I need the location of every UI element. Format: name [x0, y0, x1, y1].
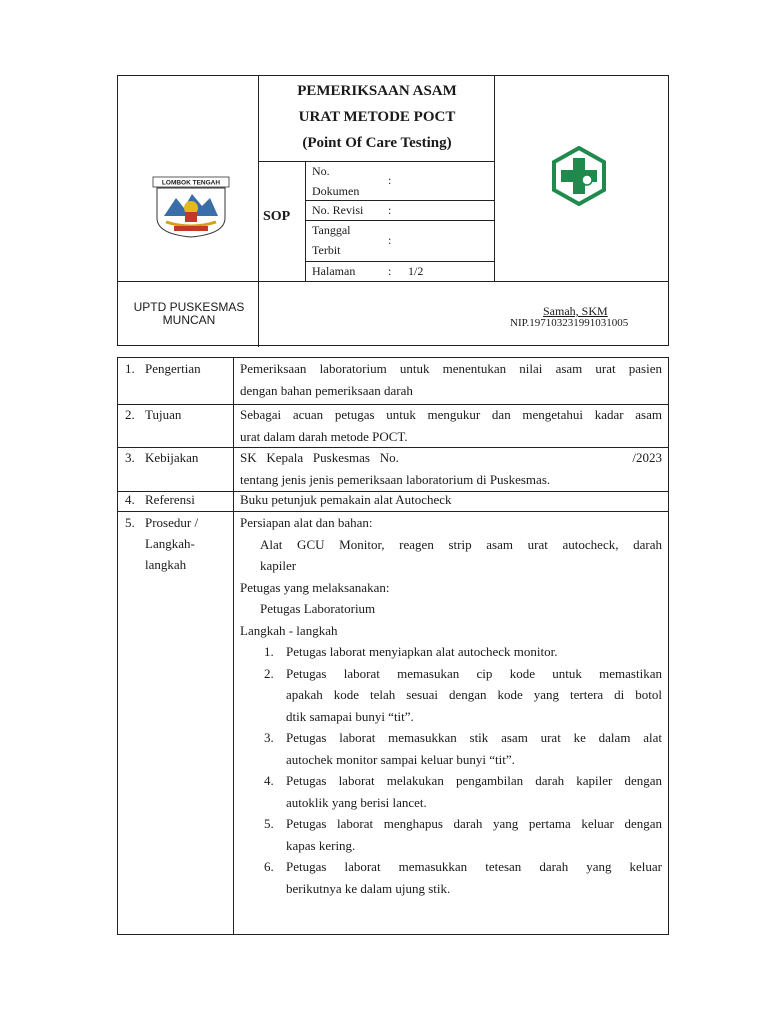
- sop-label: SOP: [263, 209, 291, 224]
- text-line: Sebagai acuan petugas untuk mengukur dan mengetahui kadar asam: [240, 407, 662, 422]
- petugas-heading: Petugas yang melaksanakan:: [240, 579, 390, 595]
- langkah-heading: Langkah - langkah: [240, 622, 338, 638]
- step-number: 3.: [264, 730, 274, 745]
- document-title: [260, 78, 494, 156]
- svg-text:LOMBOK TENGAH: LOMBOK TENGAH: [161, 179, 221, 187]
- organization-name: [120, 301, 258, 327]
- divider: [494, 76, 495, 281]
- step-number: 4.: [264, 773, 274, 788]
- text-line: autoklik yang berisi lancet.: [286, 794, 427, 810]
- row-label-tujuan: Tujuan: [145, 407, 182, 422]
- text-line: Petugas laborat memasukan cip kode untuk memastikan: [286, 665, 662, 681]
- sk-year: /2023: [632, 450, 662, 465]
- divider: [118, 281, 668, 282]
- sk-text: SK Kepala Puskesmas No.: [240, 450, 399, 465]
- meta-label: No. Revisi: [312, 203, 364, 217]
- step-item: [240, 727, 662, 770]
- text-line: Pemeriksaan laboratorium untuk menentukan nilai asam urat pasien: [240, 361, 662, 376]
- row-content-tujuan: [240, 404, 662, 447]
- step-item: [240, 641, 662, 663]
- text-line: Petugas laborat menghapus darah yang pertama keluar dengan: [286, 816, 662, 831]
- org-line: UPTD PUSKESMAS: [133, 300, 245, 314]
- row-number: 1.: [125, 361, 135, 376]
- document-header: [117, 75, 669, 346]
- text-line: Petugas laborat menyiapkan alat autocheck monitor.: [286, 644, 558, 659]
- row-number: 2.: [125, 407, 135, 422]
- text-line: dtik samapai bunyi “tit”.: [286, 708, 414, 724]
- title-line: URAT METODE POCT: [298, 109, 456, 125]
- meta-label-line: Tanggal: [312, 223, 351, 237]
- text-line: berikutnya ke dalam ujung stik.: [286, 880, 451, 896]
- text-line: Petugas laborat memasukkan stik asam urat ke dalam alat: [286, 730, 662, 745]
- step-item: [240, 813, 662, 856]
- meta-colon: :: [388, 264, 392, 278]
- row-content-pengertian: [240, 358, 662, 401]
- column-divider: [233, 358, 234, 934]
- step-number: 2.: [264, 665, 274, 681]
- row-content-prosedur: [240, 512, 662, 899]
- meta-colon: :: [388, 233, 392, 247]
- meta-colon: :: [388, 203, 392, 217]
- meta-label: [312, 161, 382, 201]
- label-line: Langkah-: [145, 536, 195, 551]
- meta-value: 1/2: [408, 264, 424, 278]
- step-number: 1.: [264, 644, 274, 659]
- title-line: PEMERIKSAAN ASAM: [297, 83, 457, 99]
- text-line: Petugas laborat melakukan pengambilan darah kapiler dengan: [286, 773, 662, 788]
- title-line: (Point Of Care Testing): [302, 135, 452, 151]
- step-item: [240, 663, 662, 728]
- row-content-kebijakan: [240, 447, 662, 490]
- meta-label: Halaman: [312, 264, 356, 278]
- meta-label-line: No.: [312, 164, 330, 178]
- row-label-referensi: Referensi: [145, 492, 195, 507]
- text-line: Buku petunjuk pemakain alat Autocheck: [240, 492, 452, 507]
- meta-label-line: Terbit: [312, 243, 341, 257]
- signer-nip: NIP.197103231991031005: [510, 317, 629, 329]
- row-number: 4.: [125, 492, 135, 507]
- text-line: autochek monitor sampai keluar bunyi “tit”.: [286, 751, 515, 767]
- meta-no-dokumen: [306, 161, 492, 200]
- lombok-tengah-emblem: [152, 176, 230, 238]
- puskesmas-logo-icon: [549, 146, 609, 206]
- label-line: langkah: [145, 557, 187, 572]
- meta-tanggal-terbit: [306, 220, 492, 261]
- text-line: dengan bahan pemeriksaan darah: [240, 382, 413, 398]
- text-line: apakah kode telah sesuai dengan kode yang tertera di botol: [286, 687, 662, 702]
- row-content-referensi: [240, 489, 662, 511]
- row-number: 3.: [125, 450, 135, 465]
- step-number: 5.: [264, 816, 274, 831]
- text-line: Petugas laborat memasukkan tetesan darah yang keluar: [286, 859, 662, 874]
- divider: [258, 76, 259, 347]
- step-item: [240, 856, 662, 899]
- meta-colon: :: [388, 173, 392, 187]
- meta-label-line: Dokumen: [312, 184, 360, 198]
- text-line: tentang jenis jenis pemeriksaan laboratorium di Puskesmas.: [240, 471, 551, 487]
- row-label-prosedur: [145, 512, 231, 575]
- persiapan-heading: Persiapan alat dan bahan:: [240, 515, 373, 530]
- petugas-value: Petugas Laboratorium: [260, 601, 376, 616]
- org-line: MUNCAN: [162, 313, 216, 327]
- meta-label: [312, 220, 382, 260]
- procedure-table: [117, 357, 669, 935]
- row-label-kebijakan: Kebijakan: [145, 450, 199, 465]
- row-label-pengertian: Pengertian: [145, 361, 201, 376]
- text-line: kapiler: [260, 558, 297, 573]
- text-line: urat dalam darah metode POCT.: [240, 428, 408, 444]
- text-line: Alat GCU Monitor, reagen strip asam urat autocheck, darah: [260, 536, 662, 552]
- row-number: 5.: [125, 515, 135, 530]
- signer-name: Samah, SKM: [543, 304, 608, 318]
- step-number: 6.: [264, 859, 274, 874]
- step-item: [240, 770, 662, 813]
- label-line: Prosedur /: [145, 515, 199, 530]
- text-line: [240, 447, 662, 469]
- text-line: kapas kering.: [286, 837, 356, 853]
